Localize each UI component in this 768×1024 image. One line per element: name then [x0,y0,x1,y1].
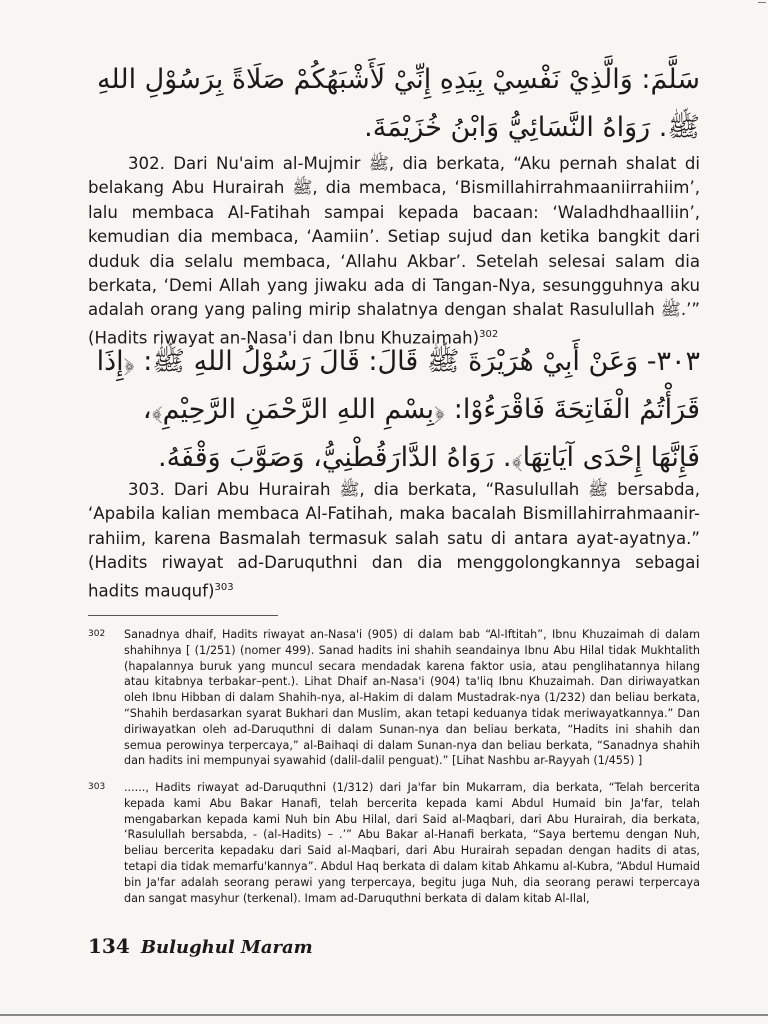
footnote-number: 303 [88,782,106,792]
paragraph-302-text: Dari Nu'aim al-Mujmir ﷺ, dia berkata, “Aku pernah shalat di belakang Abu Hurairah ﷺ, dia membaca, ‘Bismillahirrahmaaniirrahiim’, lalu membaca Al-Fatihah sampai kepada bacaan: ‘Waladhdhaalliin’, kemudian dia membaca, ‘Aamiin’. Setiap sujud dan ketika bangkit dari duduk dia selalu membaca, ‘Allahu Akbar’. Setelah selesai salam dia berkata, ‘Demi Allah yang jiwaku ada di Tangan-Nya, sesungguhnya aku adalah orang yang paling mirip shalatnya dengan shalat Rasulullah ﷺ.’” (Hadits riwayat an-Nasa'i dan Ibnu Khuzaimah) [88,154,701,348]
page-number: 134 [88,934,130,958]
arabic-text-hadith-302: سَلَّمَ: وَالَّذِيْ نَفْسِيْ بِيَدِهِ إِنِّيْ لَأَشْبَهُكُمْ صَلَاةً بِرَسُوْلِ اللهِ ﷺ. رَوَاهُ النَّسَائِيُّ وَابْنُ خُزَيْمَةَ. [96,64,700,143]
paragraph-303 [88,478,700,604]
footnote-divider [88,615,278,616]
footnote-text: Sanadnya dhaif, Hadits riwayat an-Nasa'i (905) di dalam bab “Al-Iftitah”, Ibnu Khuzaimah di dalam shahihnya [ (1/251) (nomer 499). Sanad hadits ini shahih seandainya Ibnu Abu Hilal tidak Mukhtalith (hapalannya buruk yang muncul secara mendadak karena faktor usia, atau penglihatannya hilang atau kitabnya terbakar–pent.). Lihat Dhaif an-Nasa'i (904) ta'liq Ibnu Khuzaimah. Dan diriwayatkan oleh Ibnu Hibban di dalam Shahih-nya, al-Hakim di dalam Mustadrak-nya (1/232) dan beliau berkata, “Shahih berdasarkan syarat Bukhari dan Muslim, akan tetapi keduanya tidak meriwayatkannya.” Dan diriwayatkan oleh ad-Daruquthni di dalam Sunan-nya dan beliau berkata, “Hadits ini shahih dan semua perowinya terpercaya,” al-Baihaqi di dalam Sunan-nya dan beliau berkata, “Sanadnya shahih dan hadits ini mempunyai syawahid (dalil-dalil penguat).” [Lihat Nashbu ar-Rayyah (1/455) ] [124,628,700,768]
paragraph-302 [88,152,700,351]
footnote-302 [88,627,700,769]
paragraph-302-number: 302. [128,154,165,173]
footnote-ref-302[interactable]: 302 [479,328,499,340]
arabic-text-hadith-303: ٣٠٣- وَعَنْ أَبِيْ هُرَيْرَةَ ﷺ قَالَ: قَالَ رَسُوْلُ اللهِ ﷺ: ﴿إِذَا قَرَأْتُمُ الْفَاتِحَةَ فَاقْرَءُوْا: ﴿بِسْمِ اللهِ الرَّحْمَنِ الرَّحِيْمِ﴾، فَإِنَّهَا إِحْدَى آيَاتِهَا﴾. رَوَاهُ الدَّارَقُطْنِيُّ، وَصَوَّبَ وَقْفَهُ. [96,346,700,473]
footnote-ref-303[interactable]: 303 [214,581,234,593]
paragraph-303-number: 303. [128,480,165,499]
page-footer [88,934,313,958]
paragraph-303-text: Dari Abu Hurairah ﷺ, dia berkata, “Rasulullah ﷺ bersabda, ‘Apabila kalian membaca Al-Fatihah, maka bacalah Bismillahirrahmaanir-rahiim, karena Basmalah termasuk salah satu di antara ayat-ayatnya.” (Hadits riwayat ad-Daruquthni dan dia menggolongkannya sebagai hadits mauquf) [88,480,700,601]
scan-corner-mark [758,2,766,3]
footnote-text: ......, Hadits riwayat ad-Daruquthni (1/312) dari Ja'far bin Mukarram, dia berkata, “Telah bercerita kepada kami Abu Bakar Hanafi, telah bercerita kepada kami Abdul Humaid bin Ja'far, telah mengabarkan kepada kami Nuh bin Abu Hilal, dari Said al-Maqbari, dari Abu Hurairah, dia berkata, ‘Rasulullah bersabda, - (al-Hadits) – .’” Abu Bakar al-Hanafi berkata, “Saya bertemu dengan Nuh, beliau bercerita kepadaku dari Said al-Maqbari, dari Abu Hurairah sepadan dengan hadits di atas, tetapi dia tidak memarfu'kannya”. Abdul Haq berkata di dalam kitab Ahkamu al-Kubra, “Abdul Humaid bin Ja'far adalah seorang perawi yang terpercaya, begitu juga Nuh, dia seorang perawi terpercaya dan sangat masyhur (terkenal). Imam ad-Daruquthni berkata di dalam kitab Al-Ilal, [124,781,700,905]
book-title: Bulughul Maram [140,937,313,958]
footnote-number: 302 [88,629,106,639]
footnote-303 [88,780,700,906]
scan-edge-line [0,1014,768,1016]
